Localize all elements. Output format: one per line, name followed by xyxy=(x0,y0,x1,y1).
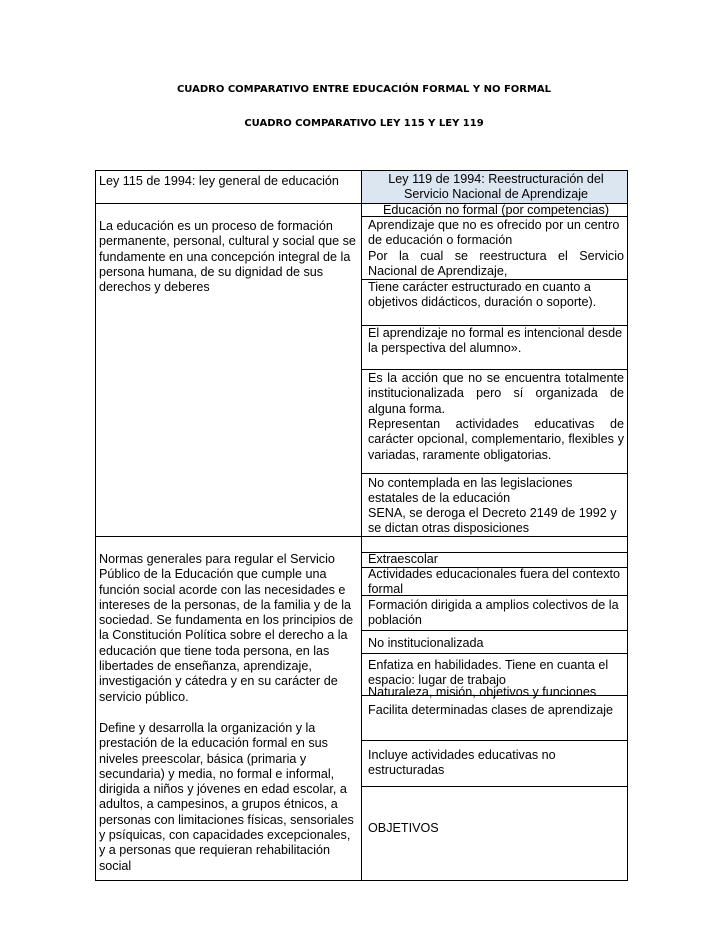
right-item-action: Es la acción que no se encuentra totalmente institucionalizada pero sí organizada de alguna forma. xyxy=(368,371,624,416)
row-divider xyxy=(362,786,628,787)
row-divider xyxy=(362,740,628,741)
right-item-context: Actividades educacionales fuera del contexto formal xyxy=(368,567,621,597)
right-item-objectives: OBJETIVOS xyxy=(368,821,439,835)
header-left: Ley 115 de 1994: ley general de educación xyxy=(99,174,339,188)
right-item-learning-types: Facilita determinadas clases de aprendizaje xyxy=(368,703,614,717)
header-right: Ley 119 de 1994: Reestructuración del Servicio Nacional de Aprendizaje xyxy=(388,172,604,202)
right-item-collectives: Formación dirigida a amplios colectivos de la población xyxy=(368,598,619,628)
right-item-learning: Aprendizaje que no es ofrecido por un centro de educación o formación xyxy=(368,218,620,248)
left-block-definition: La educación es un proceso de formación permanente, personal, cultural y social que se fundamente en una concepción integral de la persona humana, de su dignidad de sus derechos y deberes xyxy=(99,219,356,295)
right-item-intentional: El aprendizaje no formal es intencional desde la perspectiva del alumno». xyxy=(368,326,623,356)
column-divider xyxy=(361,170,362,881)
right-item-nature: Naturaleza, misión, objetivos y funciones xyxy=(368,685,597,699)
document-title: CUADRO COMPARATIVO ENTRE EDUCACIÓN FORMAL Y NO FORMAL xyxy=(176,84,552,95)
right-item-legislation: No contemplada en las legislaciones estatales de la educación xyxy=(368,476,573,506)
left-block-organization: Define y desarrolla la organización y la prestación de la educación formal en sus niveles preescolar, básica (primaria y secundaria) y media, no formal e informal, dirigida a niños y jóvenes en edad escolar, a adultos, a campesinos, a grupos étnicos, a personas con limitaciones físicas, sensoriales y psíquicas, con capacidades excepcionales, y a personas que requieran rehabilitación social xyxy=(99,721,354,873)
comparison-table xyxy=(95,170,628,881)
document-subtitle: CUADRO COMPARATIVO LEY 115 Y LEY 119 xyxy=(244,118,484,129)
right-item-extraescolar: Extraescolar xyxy=(368,552,438,566)
row-divider xyxy=(362,653,628,654)
left-block-norms: Normas generales para regular el Servicio Público de la Educación que cumple una función social acorde con las necesidades e intereses de la personas, de la familia y de la sociedad. Se fundamenta en los principios de la Constitución Política sobre el derecho a la educación que tiene toda persona, en las libertades de enseñanza, aprendizaje, investigación y cátedra y en su carácter de servicio público. xyxy=(99,552,354,704)
right-item-structure: Tiene carácter estructurado en cuanto a objetivos didácticos, duración o soporte). xyxy=(368,280,597,310)
row-divider xyxy=(362,473,628,474)
right-item-sena: SENA, se deroga el Decreto 2149 de 1992 y se dictan otras disposiciones xyxy=(368,506,617,536)
row-divider xyxy=(362,630,628,631)
header-right-subtitle: Educación no formal (por competencias) xyxy=(382,203,610,217)
row-divider xyxy=(362,369,628,370)
right-item-skills: Enfatiza en habilidades. Tiene en cuanta el espacio: lugar de trabajo xyxy=(368,658,609,688)
right-item-restructure: Por la cual se reestructura el Servicio Nacional de Aprendizaje, xyxy=(368,249,624,279)
right-item-non-institutional: No institucionalizada xyxy=(368,636,484,650)
right-item-activities: Representan actividades educativas de carácter opcional, complementario, flexibles y variadas, raramente obligatorias. xyxy=(368,417,624,462)
right-item-unstructured: Incluye actividades educativas no estructuradas xyxy=(368,748,556,778)
